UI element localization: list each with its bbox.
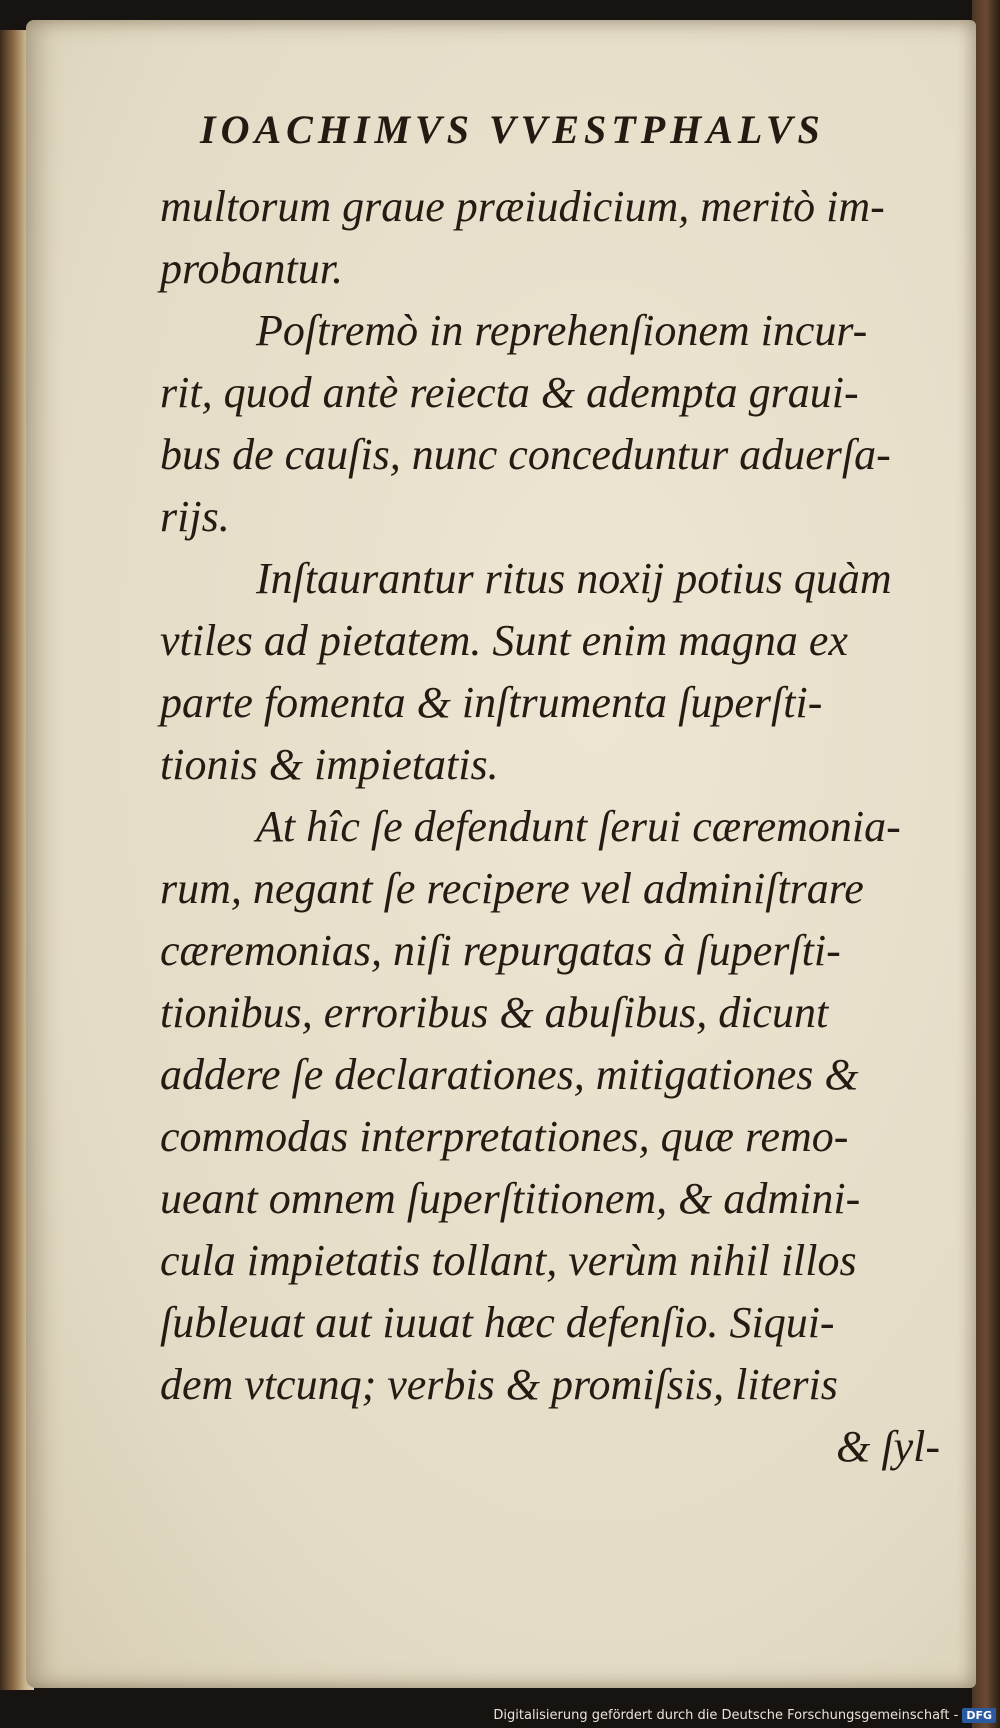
text-line: rit, quod antè reiecta & adempta graui- bbox=[160, 368, 859, 417]
text-line: multorum graue præiudicium, meritò im- bbox=[160, 182, 885, 231]
text-line: Inſtaurantur ritus noxij potius quàm bbox=[256, 554, 892, 603]
text-line: vtiles ad pietatem. Sunt enim magna ex bbox=[160, 616, 848, 665]
text-line: parte fomenta & inſtrumenta ſuperſti- bbox=[160, 678, 823, 727]
text-line: rum, negant ſe recipere vel adminiſtrare bbox=[160, 864, 864, 913]
credit-text: Digitalisierung gefördert durch die Deutsche Forschungsgemeinschaft - bbox=[493, 1707, 959, 1723]
text-line: probantur. bbox=[160, 244, 343, 293]
text-line: ueant omnem ſuperſtitionem, & admini- bbox=[160, 1174, 861, 1223]
digitization-credit bbox=[493, 1704, 996, 1726]
text-line: cula impietatis tollant, verùm nihil illos bbox=[160, 1236, 857, 1285]
text-line: tionis & impietatis. bbox=[160, 740, 499, 789]
catchword: & ſyl- bbox=[836, 1422, 940, 1471]
text-line: ſubleuat aut iuuat hæc defenſio. Siqui- bbox=[160, 1298, 835, 1347]
text-line: commodas interpretationes, quæ remo- bbox=[160, 1112, 849, 1161]
text-line: tionibus, erroribus & abuſibus, dicunt bbox=[160, 988, 829, 1037]
text-line: cæremonias, niſi repurgatas à ſuperſti- bbox=[160, 926, 841, 975]
text-line: Poſtremò in reprehenſionem incur- bbox=[256, 306, 868, 355]
book-edge-right bbox=[972, 0, 1000, 1728]
text-line: dem vtcunq; verbis & promiſsis, literis bbox=[160, 1360, 838, 1409]
text-line: addere ſe declarationes, mitigationes & bbox=[160, 1050, 859, 1099]
text-line: rijs. bbox=[160, 492, 230, 541]
body-text bbox=[160, 176, 960, 1478]
text-line: At hîc ſe defendunt ſerui cæremonia- bbox=[256, 802, 901, 851]
dfg-logo: DFG bbox=[962, 1708, 996, 1723]
text-line: bus de cauſis, nunc conceduntur aduerſa- bbox=[160, 430, 891, 479]
running-head: IOACHIMVS VVESTPHALVS bbox=[200, 107, 825, 152]
